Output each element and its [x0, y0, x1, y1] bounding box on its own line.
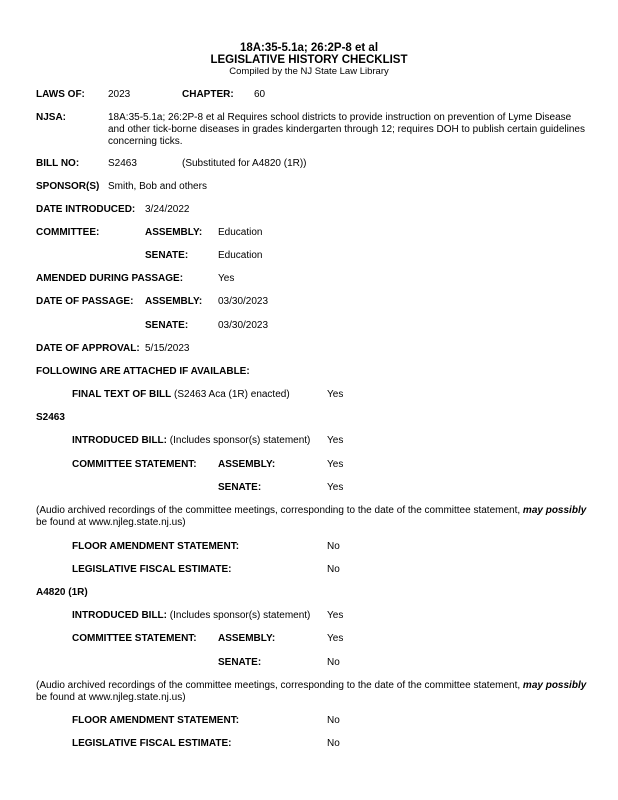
- introduced-bill-row: [72, 610, 310, 622]
- chapter-value: 60: [254, 89, 266, 100]
- fiscal-estimate-value: No: [327, 738, 340, 749]
- introduced-bill-row: [72, 435, 310, 447]
- committee-assembly-label: ASSEMBLY:: [145, 227, 203, 238]
- fiscal-estimate-value: No: [327, 564, 340, 575]
- committee-statement-senate-label: SENATE:: [218, 482, 262, 493]
- introduced-bill-label: INTRODUCED BILL:: [72, 610, 167, 621]
- final-text-value: Yes: [327, 389, 344, 400]
- amended-label: AMENDED DURING PASSAGE:: [36, 273, 184, 284]
- audio-note-continuation: be found at www.njleg.state.nj.us): [36, 692, 186, 703]
- committee-statement-label: COMMITTEE STATEMENT:: [72, 459, 197, 470]
- bill-section-heading: S2463: [36, 412, 65, 423]
- document-citation: 18A:35-5.1a; 26:2P-8 et al: [239, 42, 379, 54]
- committee-label: COMMITTEE:: [36, 227, 100, 238]
- audio-note-emphasis: may possibly: [522, 505, 587, 516]
- amended-value: Yes: [218, 273, 235, 284]
- sponsors-label: SPONSOR(S): [36, 181, 100, 192]
- committee-senate-value: Education: [218, 250, 263, 261]
- date-introduced-value: 3/24/2022: [145, 204, 190, 215]
- date-of-approval-label: DATE OF APPROVAL:: [36, 343, 140, 354]
- audio-note-continuation: be found at www.njleg.state.nj.us): [36, 517, 186, 528]
- passage-assembly-value: 03/30/2023: [218, 296, 269, 307]
- committee-statement-senate-value: No: [327, 657, 340, 668]
- introduced-bill-value: Yes: [327, 435, 344, 446]
- committee-statement-assembly-label: ASSEMBLY:: [218, 459, 276, 470]
- committee-assembly-value: Education: [218, 227, 263, 238]
- committee-senate-label: SENATE:: [145, 250, 189, 261]
- laws-of-label: LAWS OF:: [36, 89, 85, 100]
- floor-amendment-label: FLOOR AMENDMENT STATEMENT:: [72, 541, 240, 552]
- fiscal-estimate-label: LEGISLATIVE FISCAL ESTIMATE:: [72, 738, 232, 749]
- audio-note: [36, 505, 586, 517]
- passage-assembly-label: ASSEMBLY:: [145, 296, 203, 307]
- introduced-bill-value: Yes: [327, 610, 344, 621]
- audio-note-emphasis: may possibly: [522, 680, 587, 691]
- floor-amendment-value: No: [327, 715, 340, 726]
- committee-statement-label: COMMITTEE STATEMENT:: [72, 633, 197, 644]
- introduced-bill-note: (Includes sponsor(s) statement): [169, 610, 311, 621]
- fiscal-estimate-label: LEGISLATIVE FISCAL ESTIMATE:: [72, 564, 232, 575]
- final-text-label: FINAL TEXT OF BILL: [72, 389, 172, 400]
- date-of-passage-label: DATE OF PASSAGE:: [36, 296, 134, 307]
- committee-statement-assembly-label: ASSEMBLY:: [218, 633, 276, 644]
- floor-amendment-value: No: [327, 541, 340, 552]
- bill-section-heading: A4820 (1R): [36, 587, 88, 598]
- floor-amendment-label: FLOOR AMENDMENT STATEMENT:: [72, 715, 240, 726]
- njsa-description: 18A:35-5.1a; 26:2P-8 et al Requires school districts to provide instruction on prevention of Lyme Disease and other tick-borne diseases in grades kindergarten through 12; requires DOH to publish certain guidelines concerning ticks.: [108, 112, 585, 147]
- committee-statement-assembly-value: Yes: [327, 459, 344, 470]
- introduced-bill-note: (Includes sponsor(s) statement): [169, 435, 311, 446]
- audio-note: [36, 680, 586, 692]
- committee-statement-senate-label: SENATE:: [218, 657, 262, 668]
- document-title: LEGISLATIVE HISTORY CHECKLIST: [210, 54, 408, 66]
- sponsors-value: Smith, Bob and others: [108, 181, 207, 192]
- chapter-label: CHAPTER:: [182, 89, 234, 100]
- attached-heading: FOLLOWING ARE ATTACHED IF AVAILABLE:: [36, 366, 250, 377]
- audio-note-text: (Audio archived recordings of the committee meetings, corresponding to the date of the committee statement,: [36, 505, 521, 516]
- bill-substitution-note: (Substituted for A4820 (1R)): [182, 158, 307, 169]
- njsa-label: NJSA:: [36, 112, 67, 123]
- bill-no-value: S2463: [108, 158, 137, 169]
- committee-statement-assembly-value: Yes: [327, 633, 344, 644]
- laws-of-value: 2023: [108, 89, 131, 100]
- committee-statement-senate-value: Yes: [327, 482, 344, 493]
- introduced-bill-label: INTRODUCED BILL:: [72, 435, 167, 446]
- audio-note-text: (Audio archived recordings of the committee meetings, corresponding to the date of the committee statement,: [36, 680, 521, 691]
- date-of-approval-value: 5/15/2023: [145, 343, 190, 354]
- passage-senate-label: SENATE:: [145, 320, 189, 331]
- date-introduced-label: DATE INTRODUCED:: [36, 204, 136, 215]
- passage-senate-value: 03/30/2023: [218, 320, 269, 331]
- final-text-row: [72, 389, 290, 401]
- bill-no-label: BILL NO:: [36, 158, 80, 169]
- compiled-by: Compiled by the NJ State Law Library: [229, 66, 389, 77]
- final-text-note: (S2463 Aca (1R) enacted): [174, 389, 290, 400]
